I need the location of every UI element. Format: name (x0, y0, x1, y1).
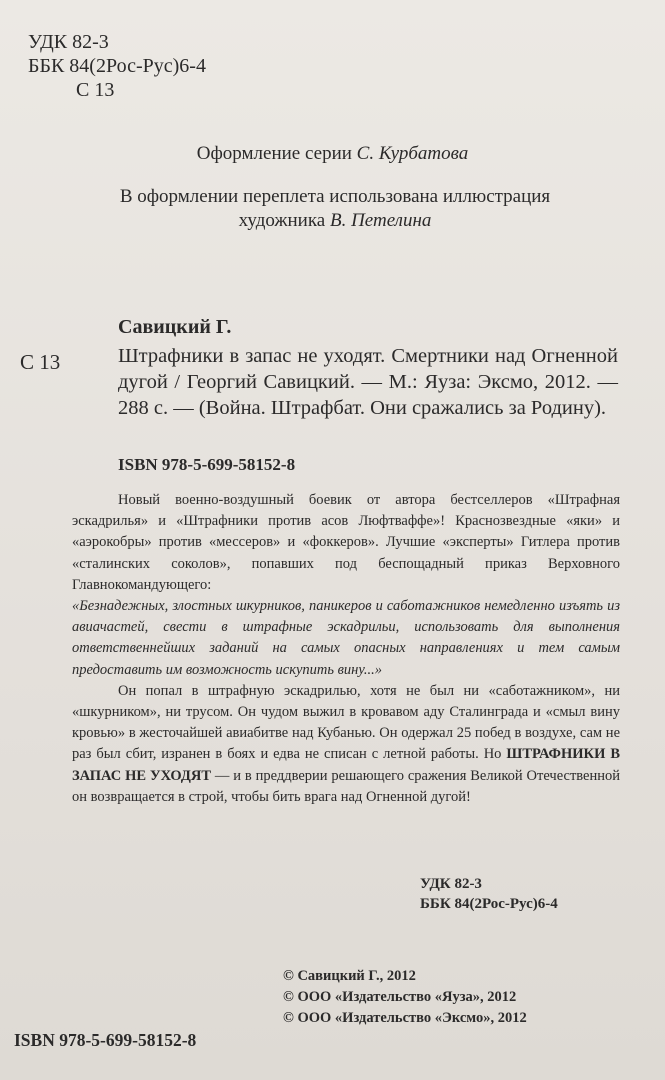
copyright-yauza: © ООО «Издательство «Яуза», 2012 (283, 989, 517, 1005)
author-name: Савицкий Г. (118, 316, 232, 338)
series-artist: С. Курбатова (356, 143, 469, 164)
annotation-paragraph-1: Новый военно-воздушный боевик от автора бестселлеров «Штрафная эскадрилья» и «Штрафники против асов Люфтваффе»! Краснозвездные «яки» и «аэрокобры» против «мессеров» и «фоккеров». Лучшие «эксперты» Гитлера против «сталинских соколов», попавших под беспощадный приказ Верховного Главнокомандующего: (72, 492, 620, 593)
classification-codes-bottom (420, 874, 558, 914)
udk-code-bottom: УДК 82-3 (420, 876, 482, 892)
copyright-eksmo: © ООО «Издательство «Эксмо», 2012 (283, 1010, 527, 1026)
classification-codes-top (28, 30, 206, 102)
udk-code: УДК 82-3 (28, 31, 109, 53)
annotation-p2-bold: ШТРАФНИКИ В ЗАПАС НЕ УХОДЯТ (72, 746, 620, 784)
isbn-main: ISBN 978-5-699-58152-8 (118, 455, 296, 474)
bbk-code: ББК 84(2Рос-Рус)6-4 (28, 55, 206, 77)
author-mark-code: С 13 (76, 79, 115, 101)
series-design-credit (0, 143, 665, 165)
cover-text: В оформлении переплета использована иллюстрация (119, 186, 551, 207)
bibliographic-description: Штрафники в запас не уходят. Смертники над Огненной дугой / Георгий Савицкий. — М.: Яуза: Эксмо, 2012. — 288 с. — (Война. Штрафбат. Они сражались за Родину). (118, 345, 618, 419)
annotation-quote: «Безнадежных, злостных шкурников, паникеров и саботажников немедленно изъять из авиачастей, свести в штрафные эскадрильи, использовать для выполнения ответственнейших заданий на самых опасных направлениях и тем самым предоставить им возможность искупить вину...» (72, 598, 620, 678)
copyright-author: © Савицкий Г., 2012 (283, 968, 416, 984)
bbk-code-bottom: ББК 84(2Рос-Рус)6-4 (420, 896, 558, 912)
isbn-bottom: ISBN 978-5-699-58152-8 (14, 1030, 197, 1050)
annotation (72, 490, 620, 808)
annotation-paragraph-2 (72, 681, 620, 808)
catalog-code: С 13 (20, 350, 61, 374)
annotation-p2-end: — и в преддверии решающего сражения Великой Отечественной он возвращается в строй, чтобы бить врага над Огненной дугой! (72, 767, 621, 805)
series-label: Оформление серии (196, 143, 352, 164)
cover-label: художника (238, 210, 326, 231)
cover-artist: В. Петелина (329, 210, 432, 231)
annotation-p2-start: Он попал в штрафную эскадрилью, хотя не был ни «саботажником», ни «шкурником», ни трусом. Он чудом выжил в кровавом аду Сталинграда и «смыл вину кровью» в жесточайшей авиабитве над Кубанью. Он одержал 25 побед в воздухе, сам не раз был сбит, изранен в боях и едва не списан с летной работы. Но (72, 682, 620, 763)
cover-illustration-credit (40, 185, 630, 233)
copyright-block (283, 966, 527, 1029)
